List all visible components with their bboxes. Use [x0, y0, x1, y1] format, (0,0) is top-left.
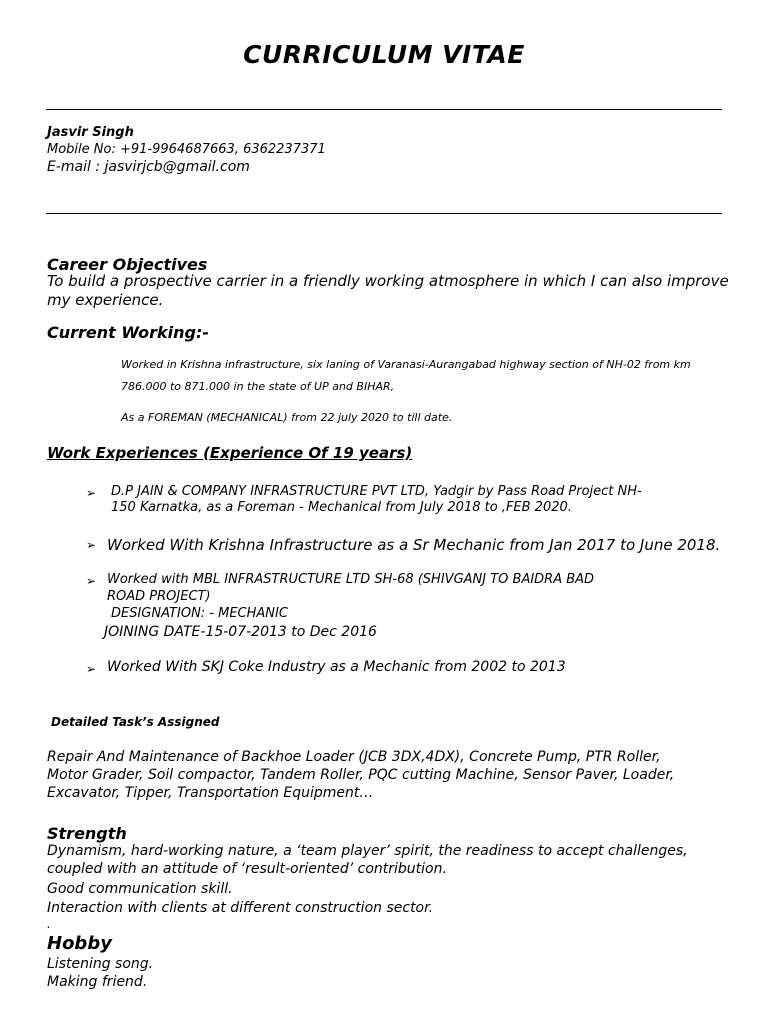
- divider-bottom: [46, 213, 722, 214]
- career-objectives-line-1: To build a prospective carrier in a friendly working atmosphere in which I can also improve: [47, 272, 729, 290]
- strength-line-4: Interaction with clients at different construction sector.: [47, 900, 434, 916]
- experience-item-3-line-3: DESIGNATION: - MECHANIC: [111, 606, 288, 621]
- experience-item-3-line-2: ROAD PROJECT): [107, 589, 211, 604]
- work-experience-heading: Work Experiences (Experience Of 19 years): [47, 444, 413, 462]
- experience-item-3-line-1: Worked with MBL INFRASTRUCTURE LTD SH-68 (SHIVGANJ TO BAIDRA BAD: [107, 572, 595, 587]
- strength-line-3: Good communication skill.: [47, 881, 233, 897]
- bullet-icon: ➢: [86, 662, 97, 676]
- strength-line-1: Dynamism, hard-working nature, a ‘team player’ spirit, the readiness to accept challenges,: [47, 843, 688, 859]
- career-objectives-heading: Career Objectives: [47, 255, 208, 274]
- strength-heading: Strength: [47, 824, 127, 843]
- tasks-line-3: Excavator, Tipper, Transportation Equipment…: [47, 785, 374, 801]
- document-title: CURRICULUM VITAE: [243, 40, 525, 69]
- current-working-line-1: Worked in Krishna infrastructure, six laning of Varanasi-Aurangabad highway section of NH-02 from km: [121, 358, 691, 371]
- hobby-line-2: Making friend.: [47, 974, 148, 990]
- tasks-line-1: Repair And Maintenance of Backhoe Loader (JCB 3DX,4DX), Concrete Pump, PTR Roller,: [47, 749, 661, 765]
- tasks-line-2: Motor Grader, Soil compactor, Tandem Roller, PQC cutting Machine, Sensor Paver, Loader,: [47, 767, 675, 783]
- applicant-name: Jasvir Singh: [47, 125, 134, 140]
- current-working-line-2: 786.000 to 871.000 in the state of UP and BIHAR,: [121, 380, 395, 393]
- current-working-heading: Current Working:-: [47, 323, 210, 342]
- tasks-heading: Detailed Task’s Assigned: [51, 715, 220, 729]
- email-address: E-mail : jasvirjcb@gmail.com: [47, 159, 250, 175]
- divider-top: [46, 109, 722, 110]
- mobile-numbers: Mobile No: +91-9964687663, 6362237371: [47, 142, 326, 157]
- hobby-line-1: Listening song.: [47, 956, 154, 972]
- bullet-icon: ➢: [86, 538, 97, 552]
- bullet-icon: ➢: [86, 486, 97, 500]
- experience-item-2: Worked With Krishna Infrastructure as a Sr Mechanic from Jan 2017 to June 2018.: [107, 536, 721, 554]
- experience-item-4: Worked With SKJ Coke Industry as a Mechanic from 2002 to 2013: [107, 659, 566, 675]
- experience-item-3-line-4: JOINING DATE-15-07-2013 to Dec 2016: [104, 624, 377, 640]
- current-working-line-3: As a FOREMAN (MECHANICAL) from 22 july 2020 to till date.: [121, 411, 453, 424]
- experience-item-1-line-1: D.P JAIN & COMPANY INFRASTRUCTURE PVT LTD, Yadgir by Pass Road Project NH-: [111, 484, 642, 499]
- stray-dot: .: [47, 917, 51, 931]
- career-objectives-line-2: my experience.: [47, 291, 164, 309]
- experience-item-1-line-2: 150 Karnatka, as a Foreman - Mechanical from July 2018 to ,FEB 2020.: [111, 500, 572, 515]
- hobby-heading: Hobby: [47, 933, 112, 954]
- strength-line-2: coupled with an attitude of ‘result-oriented’ contribution.: [47, 861, 447, 877]
- bullet-icon: ➢: [86, 574, 97, 588]
